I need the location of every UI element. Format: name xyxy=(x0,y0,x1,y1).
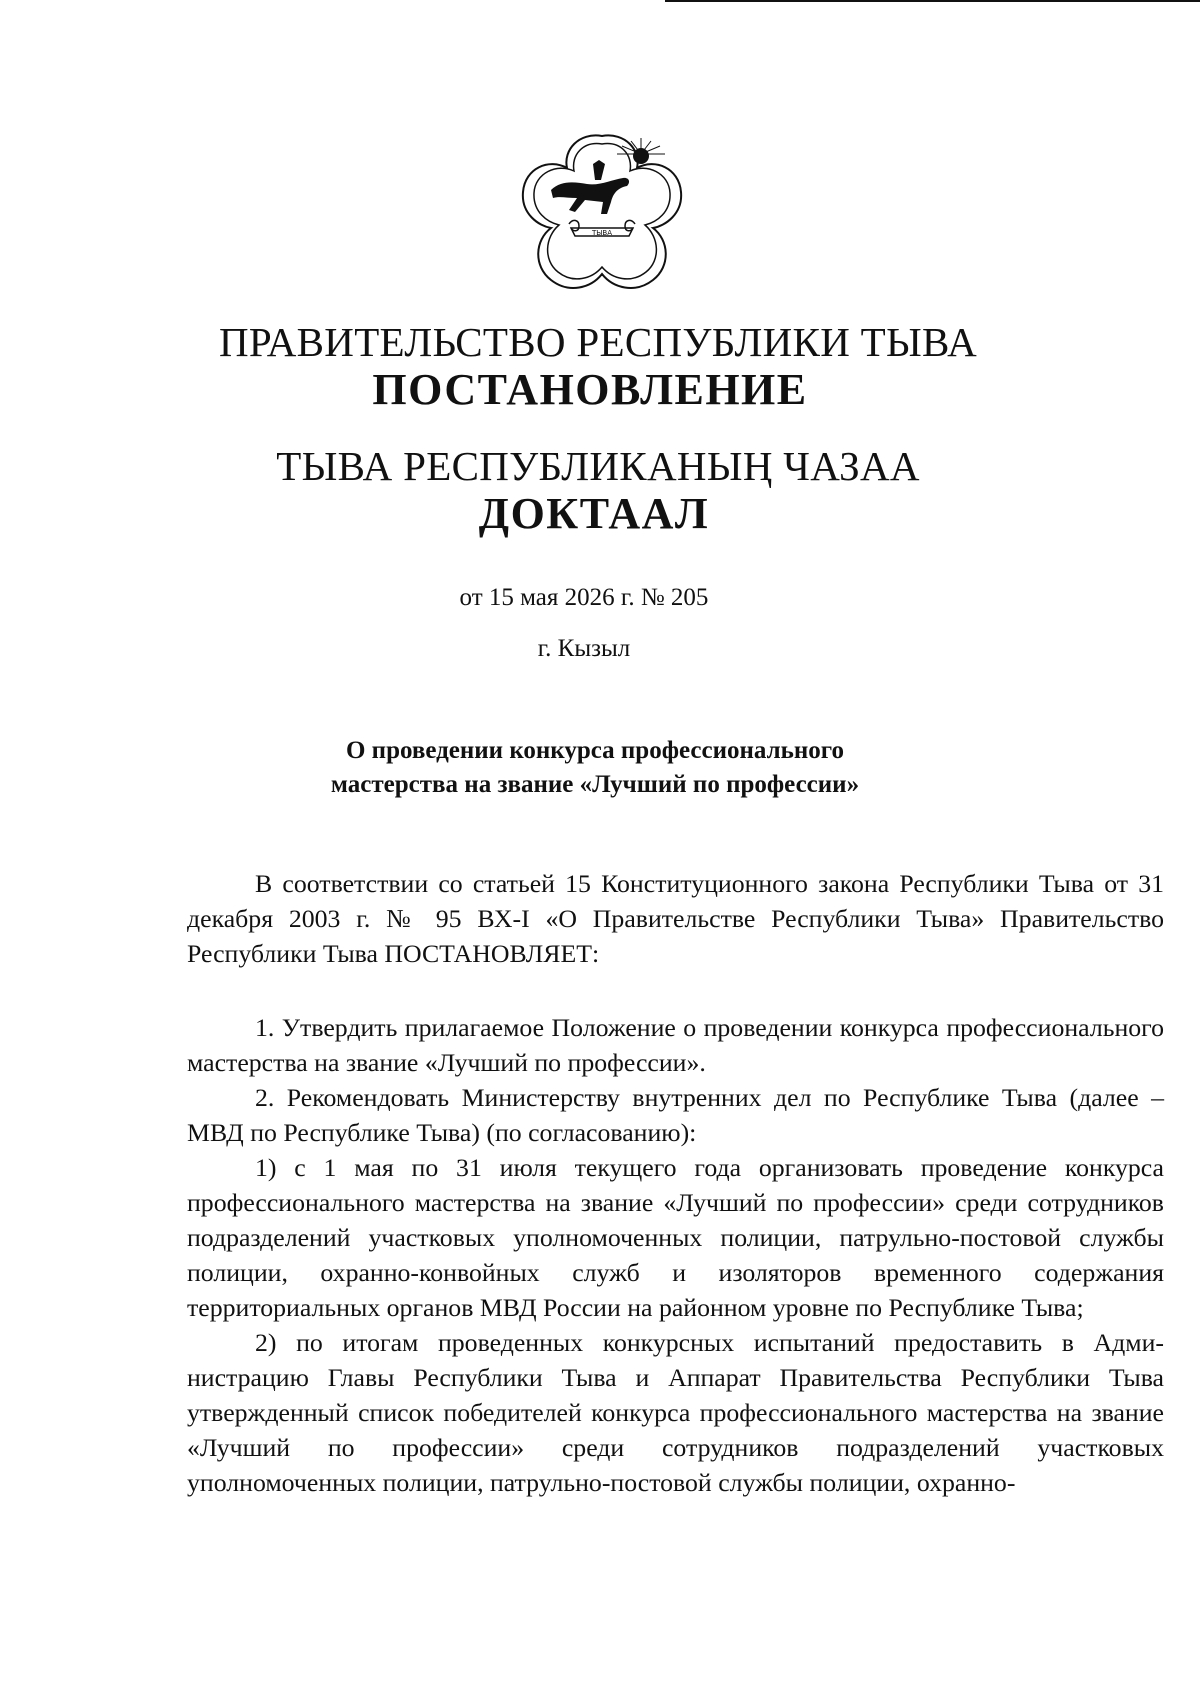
item-2-2-paragraph: 2) по итогам проведенных конкурсных испытаний предоставить в Администрацию Главы Республики Тыва и Аппарат Правительства Республики Тыва утвержденный список победителей конкурса профессионального мастерства на звание «Лучший по профессии» среди сотрудников подразделений участковых уполномоченных полиции, патрульно-постовой службы полиции, охранно- xyxy=(187,1328,1164,1497)
document-city: г. Кызыл xyxy=(537,635,631,662)
preamble xyxy=(187,866,1164,971)
document-type-ru: ПОСТАНОВЛЕНИЕ xyxy=(372,365,808,414)
item-2-1-paragraph: 1) с 1 мая по 31 июля текущего года организовать проведение конкурса профессионального мастерства на звание «Лучший по профессии» среди сотрудников подразделений участковых уполномоченных полиции, патрульно-постовой службы полиции, охранно-конвойных служб и изоляторов временного содержания территориальных органов МВД России на районном уровне по Республике Тыва; xyxy=(187,1153,1164,1322)
document-type-tyv: ДОКТААЛ xyxy=(478,489,710,538)
item-2-paragraph: 2. Рекомендовать Министерству внутренних дел по Республике Тыва (далее – МВД по Республике Тыва) (по согласованию): xyxy=(187,1083,1164,1147)
resolution-items xyxy=(187,1010,1164,1500)
preamble-paragraph: В соответствии со статьей 15 Конституционного закона Республики Тыва от 31 декабря 2003 г. № 95 ВХ-I «О Правительстве Республики Тыва» Правительство Республики Тыва ПОСТАНОВЛЯЕТ: xyxy=(187,869,1164,968)
government-name-tyv: ТЫВА РЕСПУБЛИКАНЫҢ ЧАЗАА xyxy=(276,443,920,489)
document-date-number: от 15 мая 2026 г. № 205 xyxy=(459,584,709,611)
document-title-line-2: мастерства на звание «Лучший по профессии» xyxy=(330,771,860,798)
government-name-ru: ПРАВИТЕЛЬСТВО РЕСПУБЛИКИ ТЫВА xyxy=(218,319,978,365)
document-title xyxy=(300,734,890,802)
item-1-paragraph: 1. Утвердить прилагаемое Положение о проведении конкурса профессионального мастерства на звание «Лучший по профессии». xyxy=(187,1013,1164,1077)
tyva-coat-of-arms-icon xyxy=(513,128,691,296)
svg-text:ТЫВА: ТЫВА xyxy=(591,229,613,237)
top-rule xyxy=(665,0,1200,2)
document-title-line-1: О проведении конкурса профессионального xyxy=(345,737,845,764)
